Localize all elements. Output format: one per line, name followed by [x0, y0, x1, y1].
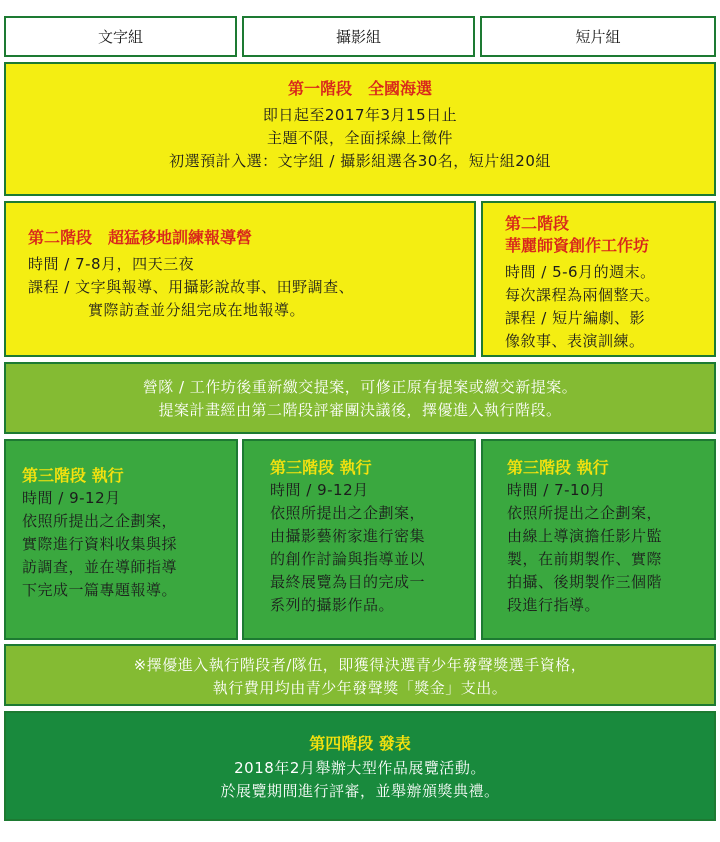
notice2-line: 執行費用均由青少年發聲獎「獎金」支出。: [212, 679, 508, 697]
stage2-left-title: 第二階段 超猛移地訓練報導營: [28, 228, 253, 247]
stage3-line: 依照所提出之企劃案，: [270, 504, 426, 522]
stage3-film-panel: [481, 439, 716, 640]
stage2-right-title: 華麗師資創作工作坊: [505, 236, 650, 255]
stage3-title: 第三階段 執行: [507, 458, 609, 477]
stage3-text-panel: [4, 439, 238, 640]
stage3-line: 系列的攝影作品。: [270, 596, 395, 614]
stage3-line: 下完成一篇專題報導。: [22, 581, 178, 599]
stage2-left-line: 實際訪查並分組完成在地報導。: [88, 301, 306, 319]
stage3-title: 第三階段 執行: [270, 458, 372, 477]
stage4-line: 2018年2月舉辦大型作品展覽活動。: [234, 759, 486, 777]
stage2-workshop-panel: [481, 201, 716, 357]
stage1-line: 主題不限，全面採線上徵件: [266, 129, 453, 147]
stage3-photo-panel: [242, 439, 476, 640]
stage3-line: 最終展覽為目的完成一: [270, 573, 426, 591]
stage2-right-line: 課程 / 短片編劇、影: [505, 309, 646, 327]
stage3-line: 依照所提出之企劃案，: [507, 504, 663, 522]
stage3-line: 的創作討論與指導並以: [270, 550, 426, 568]
stage1-line: 初選預計入選：文字組 / 攝影組選各30名，短片組20組: [169, 152, 551, 170]
tab-photo-group[interactable]: 攝影組: [242, 16, 475, 57]
stage3-line: 段進行指導。: [507, 596, 601, 614]
stage3-line: 拍攝、後期製作三個階: [507, 573, 663, 591]
stage4-line: 於展覽期間進行評審，並舉辦頒獎典禮。: [220, 782, 500, 800]
tab-short-film-group[interactable]: 短片組: [480, 16, 716, 57]
stage4-title: 第四階段 發表: [309, 734, 411, 753]
stage2-training-camp-panel: [4, 201, 476, 357]
resubmission-notice-panel: [4, 362, 716, 434]
stage3-line: 製，在前期製作、實際: [507, 550, 663, 568]
stage2-left-line: 課程 / 文字與報導、用攝影說故事、田野調查、: [28, 278, 355, 296]
notice1-line: 營隊 / 工作坊後重新繳交提案，可修正原有提案或繳交新提案。: [142, 378, 578, 396]
stage3-line: 時間 / 7-10月: [507, 481, 606, 499]
stage3-line: 訪調查，並在導師指導: [22, 558, 178, 576]
stage2-right-line: 時間 / 5-6月的週末。: [505, 263, 656, 281]
stage2-right-title: 第二階段: [505, 214, 570, 233]
stage3-line: 由攝影藝術家進行密集: [270, 527, 426, 545]
stage3-line: 實際進行資料收集與採: [22, 535, 178, 553]
stage3-line: 時間 / 9-12月: [22, 489, 121, 507]
stage3-line: 時間 / 9-12月: [270, 481, 369, 499]
notice1-line: 提案計畫經由第二階段評審團決議後，擇優進入執行階段。: [158, 401, 562, 419]
notice2-line: ※擇優進入執行階段者/隊伍，即獲得決選青少年發聲獎選手資格，: [133, 656, 587, 674]
stage3-line: 由線上導演擔任影片監: [507, 527, 663, 545]
stage1-title: 第一階段 全國海選: [287, 79, 432, 98]
stage3-title: 第三階段 執行: [22, 466, 124, 485]
stage2-right-line: 像敘事、表演訓練。: [505, 332, 645, 350]
stage2-right-line: 每次課程為兩個整天。: [505, 286, 661, 304]
stage2-left-line: 時間 / 7-8月，四天三夜: [28, 255, 195, 273]
stage4-panel: [4, 711, 716, 821]
stage3-line: 依照所提出之企劃案，: [22, 512, 178, 530]
stage1-panel: [4, 62, 716, 196]
finalist-notice-panel: [4, 644, 716, 706]
tab-text-group[interactable]: 文字組: [4, 16, 237, 57]
stage1-line: 即日起至2017年3月15日止: [262, 106, 458, 124]
